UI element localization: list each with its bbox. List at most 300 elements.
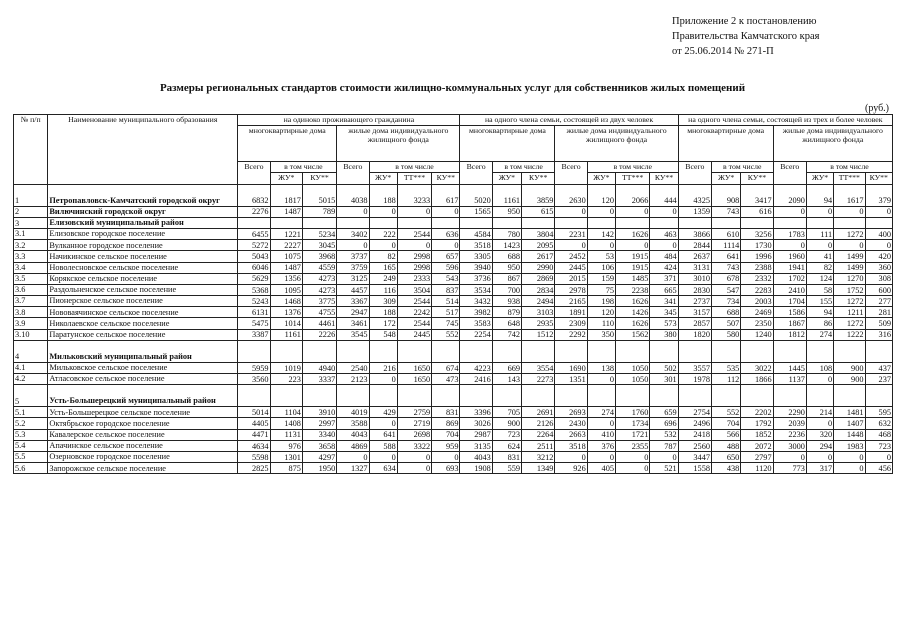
value-cell: 172	[369, 318, 397, 329]
value-cell: 309	[369, 296, 397, 307]
value-cell: 0	[834, 451, 865, 462]
value-cell: 0	[587, 240, 615, 251]
value-cell: 3866	[678, 228, 711, 239]
value-cell: 2254	[460, 329, 492, 340]
value-cell: 1565	[460, 206, 492, 217]
value-cell: 0	[397, 451, 431, 462]
value-cell: 1161	[270, 329, 302, 340]
value-cell	[432, 217, 460, 228]
value-cell: 308	[865, 273, 893, 284]
value-cell: 1075	[270, 251, 302, 262]
value-cell: 0	[834, 463, 865, 474]
value-cell: 1407	[834, 418, 865, 429]
municipality-name: Паратунское сельское поселение	[48, 329, 238, 340]
value-cell: 86	[806, 318, 833, 329]
value-cell: 1908	[460, 463, 492, 474]
value-cell: 3010	[678, 273, 711, 284]
value-cell: 704	[712, 418, 741, 429]
table-row	[14, 362, 893, 373]
value-cell: 2617	[522, 251, 555, 262]
value-cell: 1468	[270, 296, 302, 307]
value-cell: 1650	[397, 374, 431, 385]
header-zhu: ЖУ*	[712, 173, 741, 184]
value-cell: 429	[369, 407, 397, 418]
value-cell: 2072	[741, 440, 773, 451]
value-cell: 5015	[302, 184, 336, 206]
value-cell: 650	[712, 451, 741, 462]
value-cell: 688	[492, 251, 521, 262]
value-cell: 1792	[741, 418, 773, 429]
value-cell: 379	[865, 184, 893, 206]
value-cell: 573	[650, 318, 678, 329]
value-cell: 0	[587, 418, 615, 429]
value-cell	[650, 217, 678, 228]
value-cell: 3736	[460, 273, 492, 284]
value-cell: 2637	[678, 251, 711, 262]
value-cell: 1512	[522, 329, 555, 340]
value-cell: 1817	[270, 184, 302, 206]
value-cell	[460, 340, 492, 362]
value-cell: 700	[492, 284, 521, 295]
value-cell: 3305	[460, 251, 492, 262]
value-cell: 6455	[238, 228, 270, 239]
value-cell	[492, 385, 521, 407]
value-cell: 2691	[522, 407, 555, 418]
value-cell: 58	[806, 284, 833, 295]
value-cell: 1941	[773, 262, 806, 273]
value-cell: 463	[650, 228, 678, 239]
value-cell: 1272	[834, 228, 865, 239]
value-cell: 900	[834, 362, 865, 373]
municipality-name: Вулканное городское поселение	[48, 240, 238, 251]
row-number: 5.6	[14, 463, 48, 474]
value-cell: 1562	[616, 329, 650, 340]
value-cell: 1120	[741, 463, 773, 474]
value-cell: 1359	[678, 206, 711, 217]
value-cell: 2998	[397, 251, 431, 262]
value-cell: 142	[587, 228, 615, 239]
value-cell: 1095	[270, 284, 302, 295]
value-cell	[650, 340, 678, 362]
table-row	[14, 451, 893, 462]
row-number: 5.4	[14, 440, 48, 451]
value-cell: 4043	[337, 429, 369, 440]
value-cell: 2227	[270, 240, 302, 251]
value-cell: 155	[806, 296, 833, 307]
value-cell: 1487	[270, 206, 302, 217]
value-cell: 548	[369, 329, 397, 340]
value-cell: 3554	[522, 362, 555, 373]
table-row	[14, 374, 893, 385]
value-cell: 3337	[302, 374, 336, 385]
value-cell: 0	[773, 451, 806, 462]
header-vsego: Всего	[555, 162, 587, 184]
appendix-line-3: от 25.06.2014 № 271-П	[672, 46, 774, 57]
header-ku: КУ**	[522, 173, 555, 184]
value-cell	[397, 385, 431, 407]
value-cell: 659	[650, 407, 678, 418]
table-row	[14, 307, 893, 318]
value-cell: 1408	[270, 418, 302, 429]
value-cell	[773, 385, 806, 407]
value-cell: 723	[492, 429, 521, 440]
value-cell: 509	[865, 318, 893, 329]
value-cell: 0	[806, 418, 833, 429]
value-cell: 0	[587, 451, 615, 462]
header-mkd-2: многоквартирные дома	[460, 126, 555, 162]
value-cell: 3804	[522, 228, 555, 239]
value-cell: 2126	[522, 418, 555, 429]
value-cell: 502	[650, 362, 678, 373]
value-cell: 610	[712, 228, 741, 239]
value-cell: 0	[369, 240, 397, 251]
value-cell: 3367	[337, 296, 369, 307]
header-vsego: Всего	[337, 162, 369, 184]
header-tt: ТТ***	[616, 173, 650, 184]
value-cell: 424	[650, 262, 678, 273]
value-cell: 1272	[834, 296, 865, 307]
value-cell: 1211	[834, 307, 865, 318]
value-cell: 376	[587, 440, 615, 451]
value-cell: 2544	[397, 296, 431, 307]
value-cell: 2290	[773, 407, 806, 418]
value-cell: 2445	[555, 262, 587, 273]
header-ku: КУ**	[741, 173, 773, 184]
value-cell: 188	[369, 307, 397, 318]
value-cell: 2978	[555, 284, 587, 295]
value-cell: 468	[865, 429, 893, 440]
value-cell: 4405	[238, 418, 270, 429]
header-tt: ТТ***	[397, 173, 431, 184]
value-cell	[865, 217, 893, 228]
page-title: Размеры региональных стандартов стоимости жилищно-коммунальных услуг для собственников жилых помещений	[159, 82, 746, 94]
value-cell: 3940	[460, 262, 492, 273]
value-cell: 743	[712, 262, 741, 273]
header-name: Наименование муниципального образования	[48, 115, 238, 185]
value-cell: 678	[712, 273, 741, 284]
value-cell: 4273	[302, 273, 336, 284]
value-cell: 3000	[773, 440, 806, 451]
value-cell: 657	[432, 251, 460, 262]
value-cell: 1978	[678, 374, 711, 385]
value-cell: 5234	[302, 228, 336, 239]
value-cell: 1983	[834, 440, 865, 451]
header-izh-1: жилые дома индивидуального жилищного фонда	[337, 126, 460, 162]
value-cell: 3256	[741, 228, 773, 239]
header-vtch: в том числе	[806, 162, 892, 173]
value-cell: 1423	[492, 240, 521, 251]
value-cell: 0	[616, 206, 650, 217]
municipality-name: Елизовский муниципальный район	[48, 217, 238, 228]
value-cell: 624	[492, 440, 521, 451]
value-cell: 1558	[678, 463, 711, 474]
value-cell: 1222	[834, 329, 865, 340]
value-cell: 281	[865, 307, 893, 318]
value-cell	[616, 217, 650, 228]
table-row	[14, 240, 893, 251]
value-cell: 120	[587, 184, 615, 206]
value-cell: 82	[369, 251, 397, 262]
value-cell: 2039	[773, 418, 806, 429]
municipality-name: Октябрьское городское поселение	[48, 418, 238, 429]
value-cell: 0	[865, 451, 893, 462]
row-number: 3.6	[14, 284, 48, 295]
value-cell: 742	[492, 329, 521, 340]
value-cell: 1351	[555, 374, 587, 385]
value-cell: 669	[492, 362, 521, 373]
value-cell: 1730	[741, 240, 773, 251]
value-cell	[650, 385, 678, 407]
value-cell: 3322	[397, 440, 431, 451]
value-cell: 938	[492, 296, 521, 307]
value-cell: 0	[616, 451, 650, 462]
municipality-name: Апачинское сельское поселение	[48, 440, 238, 451]
value-cell: 438	[712, 463, 741, 474]
appendix-line-1: Приложение 2 к постановлению	[672, 16, 817, 27]
table-row	[14, 418, 893, 429]
value-cell: 5014	[238, 407, 270, 418]
value-cell: 53	[587, 251, 615, 262]
row-number: 5.3	[14, 429, 48, 440]
document-table-wrapper	[13, 114, 893, 474]
table-row	[14, 273, 893, 284]
value-cell: 2416	[460, 374, 492, 385]
value-cell: 1996	[741, 251, 773, 262]
value-cell: 1050	[616, 374, 650, 385]
value-cell: 405	[587, 463, 615, 474]
header-tt: ТТ***	[834, 173, 865, 184]
header-group-three: на одного члена семьи, состоящей из трех и более человек	[678, 115, 892, 126]
row-number: 3.4	[14, 262, 48, 273]
value-cell: 380	[650, 329, 678, 340]
value-cell: 2719	[397, 418, 431, 429]
header-vsego: Всего	[460, 162, 492, 184]
value-cell: 0	[555, 240, 587, 251]
value-cell: 1915	[616, 262, 650, 273]
value-cell: 2236	[773, 429, 806, 440]
value-cell: 0	[369, 418, 397, 429]
row-number: 5.2	[14, 418, 48, 429]
value-cell: 216	[369, 362, 397, 373]
appendix-line-2: Правительства Камчатского края	[672, 31, 820, 42]
value-cell: 1019	[270, 362, 302, 373]
value-cell: 1014	[270, 318, 302, 329]
table-row	[14, 440, 893, 451]
municipality-name: Атласовское сельское поселение	[48, 374, 238, 385]
value-cell: 2123	[337, 374, 369, 385]
value-cell: 745	[432, 318, 460, 329]
value-cell: 0	[397, 240, 431, 251]
value-cell: 0	[587, 374, 615, 385]
value-cell: 420	[865, 251, 893, 262]
value-cell: 2452	[555, 251, 587, 262]
value-cell: 4869	[337, 440, 369, 451]
value-cell	[712, 340, 741, 362]
value-cell	[555, 340, 587, 362]
municipality-name: Запорожское сельское поселение	[48, 463, 238, 474]
value-cell: 0	[337, 451, 369, 462]
header-ku: КУ**	[865, 173, 893, 184]
value-cell: 1650	[397, 362, 431, 373]
value-cell: 2560	[678, 440, 711, 451]
value-cell: 1221	[270, 228, 302, 239]
value-cell: 159	[587, 273, 615, 284]
value-cell: 595	[865, 407, 893, 418]
row-number: 3.9	[14, 318, 48, 329]
value-cell: 616	[741, 206, 773, 217]
value-cell: 552	[432, 329, 460, 340]
value-cell	[678, 217, 711, 228]
value-cell: 1499	[834, 251, 865, 262]
value-cell: 634	[369, 463, 397, 474]
municipality-name: Пионерское сельское поселение	[48, 296, 238, 307]
value-cell: 320	[806, 429, 833, 440]
municipality-name: Усть-Большерецкий муниципальный район	[48, 385, 238, 407]
value-cell: 3775	[302, 296, 336, 307]
value-cell: 3432	[460, 296, 492, 307]
value-cell	[865, 385, 893, 407]
table-row	[14, 184, 893, 206]
value-cell: 3212	[522, 451, 555, 462]
value-cell: 1327	[337, 463, 369, 474]
value-cell: 2844	[678, 240, 711, 251]
value-cell: 2630	[555, 184, 587, 206]
value-cell: 1426	[616, 307, 650, 318]
value-cell	[587, 340, 615, 362]
header-vsego: Всего	[238, 162, 270, 184]
value-cell: 950	[492, 206, 521, 217]
table-row	[14, 262, 893, 273]
header-ku: КУ**	[650, 173, 678, 184]
value-cell: 976	[270, 440, 302, 451]
row-number: 3.2	[14, 240, 48, 251]
value-cell	[369, 340, 397, 362]
value-cell	[678, 385, 711, 407]
table-row	[14, 385, 893, 407]
header-vtch: в том числе	[270, 162, 337, 173]
value-cell: 2095	[522, 240, 555, 251]
header-mkd-1: многоквартирные дома	[238, 126, 337, 162]
header-izh-2: жилые дома индивидуального жилищного фонда	[555, 126, 678, 162]
value-cell: 6832	[238, 184, 270, 206]
value-cell: 371	[650, 273, 678, 284]
value-cell: 704	[432, 429, 460, 440]
value-cell	[460, 217, 492, 228]
value-cell	[806, 217, 833, 228]
value-cell: 3026	[460, 418, 492, 429]
value-cell: 617	[432, 184, 460, 206]
value-cell: 2496	[678, 418, 711, 429]
value-cell: 222	[369, 228, 397, 239]
value-cell: 75	[587, 284, 615, 295]
value-cell: 959	[432, 440, 460, 451]
value-cell: 5959	[238, 362, 270, 373]
unit-label: (руб.)	[865, 103, 889, 114]
value-cell: 705	[492, 407, 521, 418]
value-cell: 2947	[337, 307, 369, 318]
municipality-name: Усть-Большерецкое сельское поселение	[48, 407, 238, 418]
value-cell: 106	[587, 262, 615, 273]
value-cell	[616, 340, 650, 362]
value-cell: 4223	[460, 362, 492, 373]
value-cell: 596	[432, 262, 460, 273]
header-vtch: в том числе	[587, 162, 678, 173]
municipality-name: Кавалерское сельское поселение	[48, 429, 238, 440]
value-cell: 112	[712, 374, 741, 385]
header-zhu: ЖУ*	[369, 173, 397, 184]
value-cell: 41	[806, 251, 833, 262]
value-cell: 0	[650, 240, 678, 251]
header-izh-3: жилые дома индивидуального жилищного фонда	[773, 126, 892, 162]
value-cell: 641	[712, 251, 741, 262]
value-cell: 0	[806, 374, 833, 385]
value-cell: 543	[432, 273, 460, 284]
value-cell: 2283	[741, 284, 773, 295]
value-cell	[678, 340, 711, 362]
value-cell: 111	[806, 228, 833, 239]
value-cell: 301	[650, 374, 678, 385]
value-cell: 3131	[678, 262, 711, 273]
value-cell: 2333	[397, 273, 431, 284]
value-cell: 0	[834, 240, 865, 251]
value-cell: 615	[522, 206, 555, 217]
value-cell: 723	[865, 440, 893, 451]
value-cell: 2445	[397, 329, 431, 340]
value-cell: 532	[650, 429, 678, 440]
value-cell: 0	[397, 206, 431, 217]
value-cell: 143	[492, 374, 521, 385]
value-cell: 3557	[678, 362, 711, 373]
value-cell: 926	[555, 463, 587, 474]
value-cell: 6046	[238, 262, 270, 273]
value-cell: 237	[865, 374, 893, 385]
header-group-two: на одного члена семьи, состоящей из двух человек	[460, 115, 678, 126]
header-ku: КУ**	[302, 173, 336, 184]
value-cell	[460, 385, 492, 407]
value-cell	[741, 385, 773, 407]
value-cell: 0	[806, 206, 833, 217]
value-cell: 1481	[834, 407, 865, 418]
value-cell: 831	[492, 451, 521, 462]
value-cell	[806, 340, 833, 362]
value-cell: 1891	[555, 307, 587, 318]
value-cell: 3545	[337, 329, 369, 340]
value-cell: 547	[712, 284, 741, 295]
value-cell: 2544	[397, 318, 431, 329]
header-group-single: на одиноко проживающего гражданина	[238, 115, 460, 126]
value-cell: 2309	[555, 318, 587, 329]
value-cell: 2998	[397, 262, 431, 273]
value-cell: 3461	[337, 318, 369, 329]
value-cell	[492, 217, 521, 228]
header-vtch: в том числе	[492, 162, 555, 173]
value-cell	[587, 385, 615, 407]
value-cell: 4019	[337, 407, 369, 418]
table-row	[14, 296, 893, 307]
value-cell	[712, 217, 741, 228]
value-cell: 0	[616, 463, 650, 474]
value-cell: 875	[270, 463, 302, 474]
value-cell: 0	[369, 206, 397, 217]
value-cell: 3737	[337, 251, 369, 262]
value-cell: 0	[432, 206, 460, 217]
value-cell: 588	[369, 440, 397, 451]
value-cell: 787	[650, 440, 678, 451]
header-vtch: в том числе	[369, 162, 460, 173]
value-cell: 94	[806, 307, 833, 318]
value-cell: 3560	[238, 374, 270, 385]
table-row	[14, 228, 893, 239]
